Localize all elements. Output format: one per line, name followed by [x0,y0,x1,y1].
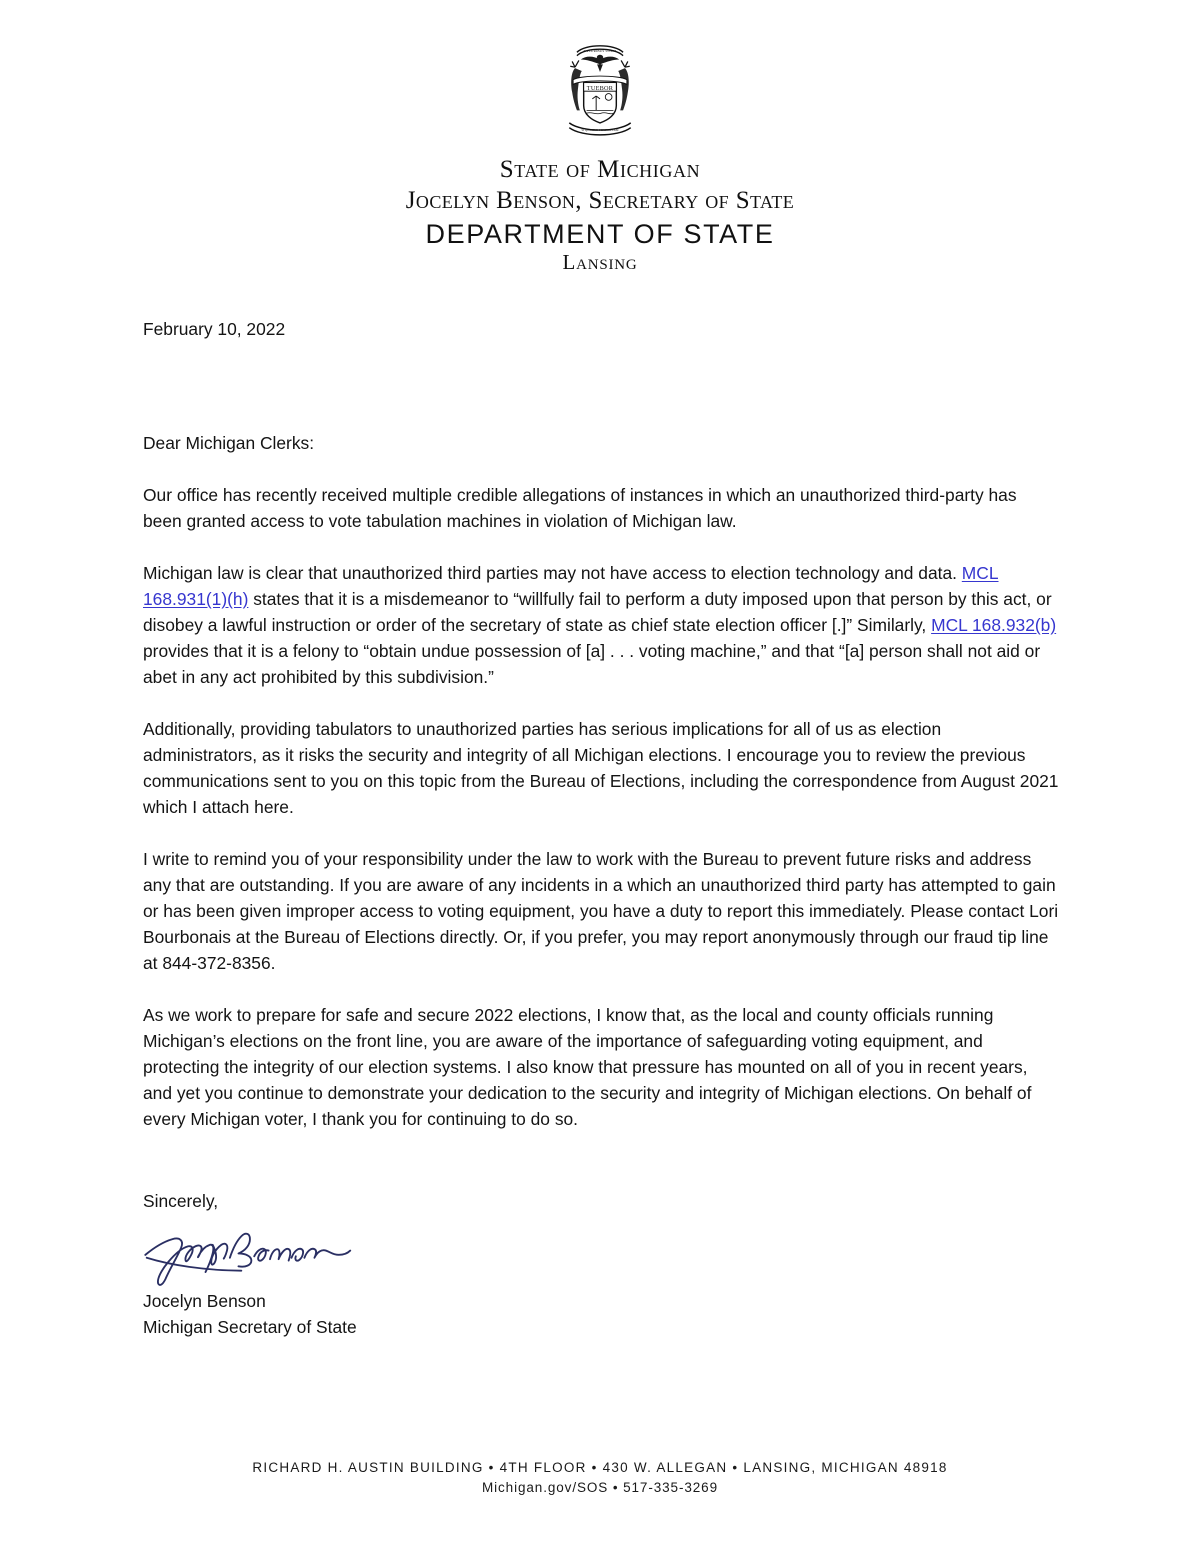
page-footer [0,1458,1200,1498]
signer-title: Michigan Secretary of State [143,1317,357,1337]
mcl-168-931-link[interactable]: MCL 168.931(1)(h) [143,563,999,609]
letter-closing: Sincerely, [143,1191,219,1211]
mcl-168-932-link[interactable]: MCL 168.932(b) [931,615,1057,635]
signer-name: Jocelyn Benson [143,1291,266,1311]
letterhead-department-line: DEPARTMENT OF STATE [425,219,775,249]
signature-block [143,1188,743,1340]
letter-paragraph-3: Additionally, providing tabulators to unauthorized parties has serious implications for all of us as election administrators, as it risks the security and integrity of all Michigan elections. I encourage you to review the previous communications sent to you on this topic from the Bureau of Elections, including the correspondence from August 2021 which I attach here. [143,719,1059,817]
signature-image [141,1216,356,1288]
letterhead [0,38,1200,275]
seal-motto-bottom: SI QUAERIS PENINSULAM [581,128,619,133]
paragraph-2-text-part-2: states that it is a misdemeanor to “willfully fail to perform a duty imposed upon that person by this act, or disobey a lawful instruction or order of the secretary of state as chief state election officer [.]” Similarly, [143,589,1052,635]
letter-body [143,316,1059,1132]
seal-shield-word: TUEBOR [586,84,614,92]
letterhead-secretary-line: Jocelyn Benson, Secretary of State [405,187,795,214]
letterhead-city-line: Lansing [562,250,638,275]
letter-salutation: Dear Michigan Clerks: [143,433,315,453]
paragraph-2-text-part-3: provides that it is a felony to “obtain undue possession of [a] . . . voting machine,” and that “[a] person shall not aid or abet in any act prohibited by this subdivision.” [143,641,1041,687]
letter-paragraph-2 [143,560,1059,690]
seal-motto-top: E PLURIBUS UNUM [583,48,617,53]
paragraph-2-text-part-1: Michigan law is clear that unauthorized third parties may not have access to election technology and data. [143,563,962,583]
letter-paragraph-1: Our office has recently received multiple credible allegations of instances in which an unauthorized third-party has been granted access to vote tabulation machines in violation of Michigan law. [143,485,1017,531]
letter-paragraph-4: I write to remind you of your responsibility under the law to work with the Bureau to prevent future risks and address any that are outstanding. If you are aware of any incidents in a which an unauthorized third party has attempted to gain or has been given improper access to voting equipment, you have a duty to report this immediately. Please contact Lori Bourbonais at the Bureau of Elections directly. Or, if you prefer, you may report anonymously through our fraud tip line at 844-372-8356. [143,849,1059,973]
footer-contact-line: Michigan.gov/SOS • 517-335-3269 [481,1480,718,1495]
letter-paragraph-5: As we work to prepare for safe and secure 2022 elections, I know that, as the local and county officials running Michigan’s elections on the front line, you are aware of the importance of safeguarding voting equipment, and protecting the integrity of our election systems. I also know that pressure has mounted on all of you in recent years, and yet you continue to demonstrate your dedication to the security and integrity of Michigan elections. On behalf of every Michigan voter, I thank you for continuing to do so. [143,1005,1032,1129]
letter-date: February 10, 2022 [143,319,286,339]
letterhead-state-line: State of Michigan [499,156,701,183]
michigan-state-seal-icon [552,38,648,142]
footer-address-line: RICHARD H. AUSTIN BUILDING • 4TH FLOOR • 430 W. ALLEGAN • LANSING, MICHIGAN 48918 [252,1460,948,1475]
